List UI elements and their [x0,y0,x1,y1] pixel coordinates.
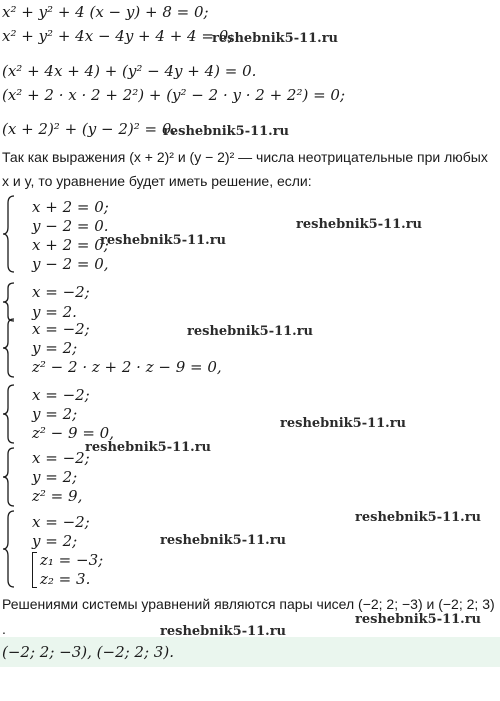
conclusion-period: . [2,621,6,637]
watermark: reshebnik5-11.ru [296,217,423,232]
system-row: y − 2 = 0. [32,217,109,235]
answer-text: (−2; 2; −3), (−2; 2; 3). [2,643,174,661]
left-brace-icon [2,384,16,444]
system-row: y = 2. [32,303,77,321]
system-row: x + 2 = 0; [32,198,109,216]
watermark: reshebnik5-11.ru [187,324,314,339]
watermark: reshebnik5-11.ru [280,416,407,431]
watermark: reshebnik5-11.ru [85,440,212,455]
system-row: x = −2; [32,386,90,404]
system-row: x = −2; [32,449,90,467]
equation-line-1: x² + y² + 4 (x − y) + 8 = 0; [2,3,209,21]
equation-line-5: (x + 2)² + (y − 2)² = 0. [2,120,177,138]
watermark: reshebnik5-11.ru [355,510,482,525]
system-row: z² − 9 = 0, [32,424,114,442]
system-row: x = −2; [32,320,90,338]
watermark: reshebnik5-11.ru [212,31,339,46]
left-brace-icon [2,282,16,322]
watermark: reshebnik5-11.ru [160,624,287,639]
square-bracket-icon [32,552,37,588]
explanation-text-1: Так как выражения (x + 2)² и (y − 2)² — числа неотрицательные при любых [2,149,488,165]
system-row: y = 2; [32,468,78,486]
system-row: x = −2; [32,283,90,301]
left-brace-icon [2,195,16,273]
equation-line-4: (x² + 2 · x · 2 + 2²) + (y² − 2 · y · 2 + 2²) = 0; [2,86,346,104]
equation-line-3: (x² + 4x + 4) + (y² − 4y + 4) = 0. [2,62,257,80]
system-row: y = 2; [32,405,78,423]
equation-line-2: x² + y² + 4x − 4y + 4 + 4 = 0; [2,27,234,45]
system-row: z₂ = 3. [40,570,91,588]
explanation-text-2: x и y, то уравнение будет иметь решение, если: [2,173,312,189]
system-row: z² = 9, [32,487,83,505]
system-row: y = 2; [32,339,78,357]
answer-box [0,637,500,667]
watermark: reshebnik5-11.ru [160,533,287,548]
left-brace-icon [2,447,16,507]
system-row: y = 2; [32,532,78,550]
system-row: x + 2 = 0; [32,236,109,254]
system-row: z₁ = −3; [40,551,104,569]
system-row: y − 2 = 0, [32,255,109,273]
watermark: reshebnik5-11.ru [100,233,227,248]
watermark: reshebnik5-11.ru [355,612,482,627]
system-row: x = −2; [32,513,90,531]
system-row: z² − 2 · z + 2 · z − 9 = 0, [32,358,222,376]
left-brace-icon [2,510,16,588]
left-brace-icon [2,318,16,378]
watermark: reshebnik5-11.ru [163,124,290,139]
conclusion-text: Решениями системы уравнений являются пары чисел (−2; 2; −3) и (−2; 2; 3) [2,596,495,612]
